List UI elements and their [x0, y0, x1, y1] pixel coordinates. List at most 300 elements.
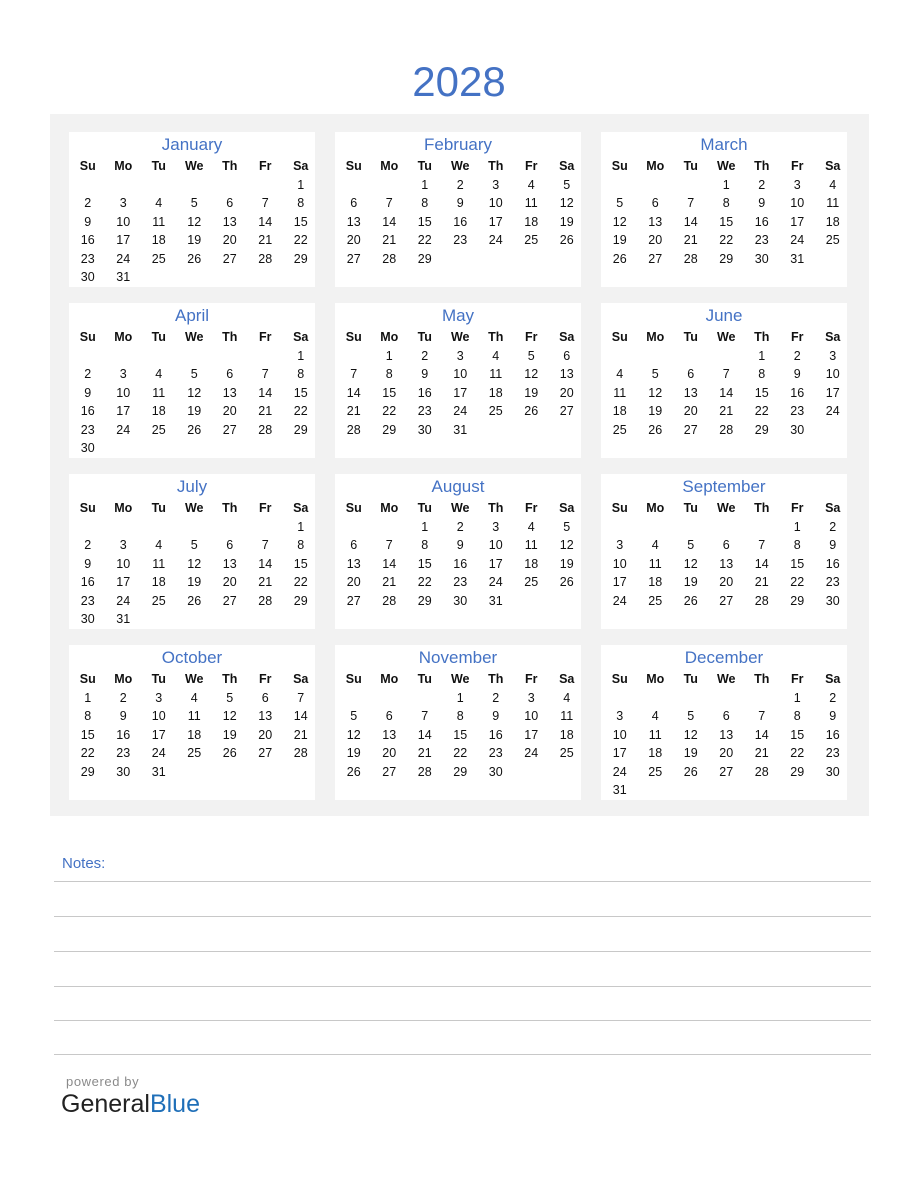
- day-cell: 23: [790, 404, 805, 419]
- day-cell: 14: [683, 214, 698, 229]
- day-cell: 10: [488, 538, 503, 553]
- day-cell: 11: [152, 556, 166, 571]
- day-cell: 12: [187, 214, 202, 229]
- day-cell: 16: [825, 556, 840, 571]
- day-cell: 5: [616, 196, 624, 211]
- weekday-header: Fr: [259, 330, 272, 344]
- day-cell: 14: [719, 385, 734, 400]
- weekday-header: Mo: [646, 330, 665, 344]
- day-cell: 31: [151, 764, 166, 779]
- day-cell: 12: [346, 727, 361, 742]
- day-cell: 9: [119, 709, 127, 724]
- day-cell: 31: [612, 783, 627, 797]
- weekday-header: Su: [79, 501, 96, 515]
- day-cell: 14: [754, 727, 769, 742]
- weekday-header: Sa: [559, 501, 575, 515]
- day-cell: 8: [385, 367, 393, 382]
- day-cell: 22: [417, 575, 432, 590]
- weekday-header: Sa: [825, 159, 841, 173]
- weekday-header: Fr: [525, 330, 538, 344]
- weekday-header: Th: [222, 501, 238, 515]
- weekday-header: Tu: [417, 159, 432, 173]
- weekday-header: Tu: [683, 501, 698, 515]
- day-cell: 16: [80, 575, 95, 590]
- day-cell: 28: [258, 593, 273, 608]
- day-cell: 14: [754, 556, 769, 571]
- month-name: April: [174, 306, 209, 325]
- day-cell: 8: [297, 367, 305, 382]
- month-december: [601, 645, 847, 800]
- day-cell: 20: [258, 727, 273, 742]
- day-cell: 10: [116, 385, 131, 400]
- weekday-header: We: [716, 501, 736, 515]
- month-may: [335, 303, 581, 458]
- day-cell: 1: [297, 178, 305, 192]
- day-cell: 23: [80, 422, 95, 437]
- day-cell: 25: [151, 251, 166, 266]
- day-cell: 30: [417, 422, 432, 437]
- month-august: [335, 474, 581, 629]
- weekday-header: Sa: [293, 501, 309, 515]
- day-cell: 26: [187, 251, 202, 266]
- weekday-header: We: [184, 501, 204, 515]
- day-cell: 21: [258, 404, 273, 419]
- day-cell: 30: [453, 593, 468, 608]
- weekday-header: Sa: [293, 159, 309, 173]
- weekday-header: Th: [222, 330, 238, 344]
- day-cell: 16: [790, 385, 805, 400]
- day-cell: 13: [559, 367, 574, 382]
- day-cell: 2: [758, 178, 766, 192]
- day-cell: 14: [258, 385, 273, 400]
- day-cell: 19: [346, 746, 361, 761]
- weekday-header: Sa: [293, 330, 309, 344]
- day-cell: 7: [687, 196, 695, 211]
- day-cell: 8: [793, 538, 801, 553]
- year-title: 2028: [412, 58, 506, 105]
- weekday-header: Mo: [114, 159, 133, 173]
- day-cell: 19: [612, 233, 627, 248]
- month-name: September: [682, 477, 766, 496]
- weekday-header: Th: [754, 501, 770, 515]
- day-cell: 21: [346, 404, 361, 419]
- day-cell: 4: [527, 520, 535, 534]
- day-cell: 13: [222, 556, 237, 571]
- day-cell: 16: [488, 727, 503, 742]
- day-cell: 6: [226, 538, 234, 553]
- day-cell: 30: [825, 593, 840, 608]
- day-cell: 9: [84, 385, 92, 400]
- day-cell: 17: [488, 214, 503, 229]
- day-cell: 1: [385, 349, 393, 363]
- weekday-header: Sa: [559, 672, 575, 686]
- weekday-header: Sa: [825, 501, 841, 515]
- day-cell: 4: [155, 196, 163, 211]
- day-cell: 23: [453, 233, 468, 248]
- day-cell: 25: [648, 593, 663, 608]
- day-cell: 18: [151, 404, 166, 419]
- weekday-header: Su: [79, 330, 96, 344]
- day-cell: 21: [754, 746, 769, 761]
- day-cell: 19: [524, 385, 539, 400]
- weekday-header: Tu: [683, 330, 698, 344]
- day-cell: 20: [222, 575, 237, 590]
- day-cell: 23: [80, 251, 95, 266]
- day-cell: 9: [84, 214, 92, 229]
- day-cell: 22: [293, 233, 308, 248]
- day-cell: 12: [524, 367, 539, 382]
- day-cell: 6: [350, 196, 358, 211]
- day-cell: 13: [719, 727, 734, 742]
- weekday-header: Th: [488, 501, 504, 515]
- day-cell: 8: [84, 709, 92, 724]
- day-cell: 26: [187, 422, 202, 437]
- day-cell: 2: [456, 178, 464, 192]
- weekday-header: Tu: [417, 501, 432, 515]
- day-cell: 8: [297, 196, 305, 211]
- weekday-header: Th: [488, 159, 504, 173]
- day-cell: 28: [293, 746, 308, 761]
- day-cell: 29: [790, 593, 805, 608]
- day-cell: 20: [222, 404, 237, 419]
- day-cell: 12: [222, 709, 237, 724]
- day-cell: 10: [116, 556, 131, 571]
- day-cell: 10: [825, 367, 840, 382]
- weekday-header: Tu: [151, 672, 166, 686]
- day-cell: 13: [683, 385, 698, 400]
- day-cell: 13: [382, 727, 397, 742]
- powered-by-text: powered by: [66, 1074, 140, 1089]
- day-cell: 3: [456, 349, 464, 363]
- day-cell: 3: [492, 520, 500, 534]
- day-cell: 22: [417, 233, 432, 248]
- day-cell: 18: [612, 404, 627, 419]
- day-cell: 26: [559, 575, 574, 590]
- day-cell: 8: [793, 709, 801, 724]
- month-april: [69, 303, 315, 458]
- month-name: October: [161, 648, 223, 667]
- weekday-header: Tu: [417, 672, 432, 686]
- day-cell: 2: [84, 196, 92, 211]
- weekday-header: Mo: [114, 330, 133, 344]
- weekday-header: Mo: [114, 501, 133, 515]
- weekday-header: We: [716, 672, 736, 686]
- day-cell: 29: [293, 251, 308, 266]
- month-march: [601, 132, 847, 287]
- day-cell: 12: [559, 538, 574, 553]
- day-cell: 31: [116, 612, 131, 626]
- day-cell: 4: [563, 691, 571, 705]
- day-cell: 28: [382, 251, 397, 266]
- day-cell: 6: [350, 538, 358, 553]
- day-cell: 29: [790, 764, 805, 779]
- day-cell: 27: [719, 593, 734, 608]
- day-cell: 10: [151, 709, 166, 724]
- day-cell: 5: [563, 178, 571, 192]
- day-cell: 25: [488, 404, 503, 419]
- day-cell: 23: [116, 746, 131, 761]
- day-cell: 25: [151, 422, 166, 437]
- day-cell: 6: [261, 691, 269, 705]
- day-cell: 15: [719, 214, 734, 229]
- day-cell: 24: [790, 233, 805, 248]
- day-cell: 12: [187, 556, 202, 571]
- day-cell: 1: [758, 349, 766, 363]
- day-cell: 2: [84, 367, 92, 382]
- day-cell: 27: [346, 251, 361, 266]
- day-cell: 23: [417, 404, 432, 419]
- day-cell: 3: [793, 178, 801, 192]
- day-cell: 19: [559, 556, 574, 571]
- day-cell: 18: [187, 727, 202, 742]
- weekday-header: Su: [611, 501, 628, 515]
- day-cell: 14: [382, 214, 397, 229]
- day-cell: 7: [722, 367, 730, 382]
- day-cell: 24: [488, 575, 503, 590]
- weekday-header: Mo: [380, 501, 399, 515]
- day-cell: 24: [612, 593, 627, 608]
- month-name: July: [176, 477, 208, 496]
- day-cell: 4: [651, 709, 659, 724]
- day-cell: 6: [651, 196, 659, 211]
- day-cell: 22: [382, 404, 397, 419]
- day-cell: 28: [346, 422, 361, 437]
- day-cell: 27: [258, 746, 273, 761]
- day-cell: 26: [683, 764, 698, 779]
- day-cell: 4: [155, 367, 163, 382]
- day-cell: 14: [258, 556, 273, 571]
- day-cell: 11: [152, 214, 166, 229]
- day-cell: 30: [80, 441, 95, 455]
- day-cell: 1: [456, 691, 464, 705]
- day-cell: 26: [612, 251, 627, 266]
- day-cell: 7: [261, 196, 269, 211]
- day-cell: 14: [258, 214, 273, 229]
- month-february: [335, 132, 581, 287]
- day-cell: 3: [616, 538, 624, 553]
- day-cell: 2: [829, 691, 837, 705]
- note-line: [54, 881, 871, 882]
- day-cell: 9: [492, 709, 500, 724]
- weekday-header: Su: [611, 672, 628, 686]
- day-cell: 31: [488, 593, 503, 608]
- day-cell: 10: [116, 214, 131, 229]
- day-cell: 15: [293, 385, 308, 400]
- day-cell: 28: [382, 593, 397, 608]
- day-cell: 22: [453, 746, 468, 761]
- day-cell: 10: [453, 367, 468, 382]
- day-cell: 16: [417, 385, 432, 400]
- day-cell: 9: [758, 196, 766, 211]
- month-september: [601, 474, 847, 629]
- day-cell: 24: [488, 233, 503, 248]
- day-cell: 11: [648, 556, 662, 571]
- day-cell: 14: [346, 385, 361, 400]
- note-line: [54, 916, 871, 917]
- day-cell: 27: [222, 593, 237, 608]
- weekday-header: Tu: [151, 501, 166, 515]
- note-line: [54, 951, 871, 952]
- day-cell: 29: [417, 593, 432, 608]
- day-cell: 5: [527, 349, 535, 363]
- day-cell: 9: [456, 538, 464, 553]
- day-cell: 15: [417, 214, 432, 229]
- day-cell: 19: [683, 746, 698, 761]
- day-cell: 8: [421, 196, 429, 211]
- weekday-header: Fr: [525, 501, 538, 515]
- day-cell: 29: [754, 422, 769, 437]
- weekday-header: We: [184, 159, 204, 173]
- weekday-header: Th: [754, 672, 770, 686]
- day-cell: 7: [421, 709, 429, 724]
- day-cell: 15: [453, 727, 468, 742]
- day-cell: 24: [116, 251, 131, 266]
- weekday-header: Su: [345, 501, 362, 515]
- day-cell: 22: [80, 746, 95, 761]
- day-cell: 8: [758, 367, 766, 382]
- day-cell: 12: [683, 556, 698, 571]
- day-cell: 18: [151, 575, 166, 590]
- day-cell: 17: [612, 575, 627, 590]
- weekday-header: Mo: [646, 672, 665, 686]
- day-cell: 16: [754, 214, 769, 229]
- day-cell: 12: [187, 385, 202, 400]
- weekday-header: Mo: [646, 159, 665, 173]
- day-cell: 19: [222, 727, 237, 742]
- day-cell: 4: [527, 178, 535, 192]
- day-cell: 27: [222, 422, 237, 437]
- day-cell: 25: [151, 593, 166, 608]
- day-cell: 7: [758, 709, 766, 724]
- day-cell: 18: [648, 575, 663, 590]
- day-cell: 6: [226, 196, 234, 211]
- day-cell: 8: [421, 538, 429, 553]
- weekday-header: We: [716, 159, 736, 173]
- day-cell: 19: [559, 214, 574, 229]
- day-cell: 19: [187, 233, 202, 248]
- day-cell: 25: [825, 233, 840, 248]
- day-cell: 17: [116, 404, 131, 419]
- weekday-header: We: [450, 501, 470, 515]
- weekday-header: Tu: [683, 672, 698, 686]
- day-cell: 7: [385, 196, 393, 211]
- day-cell: 23: [488, 746, 503, 761]
- day-cell: 14: [293, 709, 308, 724]
- day-cell: 9: [793, 367, 801, 382]
- day-cell: 16: [453, 556, 468, 571]
- day-cell: 23: [825, 575, 840, 590]
- day-cell: 15: [382, 385, 397, 400]
- weekday-header: Fr: [259, 501, 272, 515]
- weekday-header: Tu: [417, 330, 432, 344]
- day-cell: 1: [421, 178, 429, 192]
- month-name: May: [441, 306, 475, 325]
- day-cell: 23: [453, 575, 468, 590]
- day-cell: 9: [84, 556, 92, 571]
- day-cell: 11: [187, 709, 201, 724]
- weekday-header: Th: [488, 330, 504, 344]
- day-cell: 30: [80, 612, 95, 626]
- day-cell: 11: [826, 196, 840, 211]
- day-cell: 3: [119, 538, 127, 553]
- day-cell: 17: [116, 575, 131, 590]
- note-line: [54, 1054, 871, 1055]
- day-cell: 23: [754, 233, 769, 248]
- day-cell: 1: [793, 520, 801, 534]
- notes-label: Notes:: [62, 855, 106, 872]
- day-cell: 20: [222, 233, 237, 248]
- day-cell: 4: [651, 538, 659, 553]
- weekday-header: Mo: [646, 501, 665, 515]
- day-cell: 23: [80, 593, 95, 608]
- day-cell: 5: [190, 538, 198, 553]
- day-cell: 21: [258, 233, 273, 248]
- weekday-header: Fr: [791, 672, 804, 686]
- weekday-header: Tu: [151, 330, 166, 344]
- day-cell: 13: [258, 709, 273, 724]
- day-cell: 11: [524, 196, 538, 211]
- month-name: June: [705, 306, 743, 325]
- weekday-header: We: [450, 672, 470, 686]
- weekday-header: Th: [222, 672, 238, 686]
- day-cell: 26: [222, 746, 237, 761]
- day-cell: 2: [84, 538, 92, 553]
- weekday-header: Fr: [525, 159, 538, 173]
- day-cell: 3: [492, 178, 500, 192]
- day-cell: 26: [683, 593, 698, 608]
- day-cell: 18: [524, 556, 539, 571]
- weekday-header: Su: [611, 330, 628, 344]
- day-cell: 23: [825, 746, 840, 761]
- day-cell: 1: [297, 349, 305, 363]
- day-cell: 1: [84, 691, 92, 705]
- day-cell: 17: [524, 727, 539, 742]
- month-june: [601, 303, 847, 458]
- day-cell: 3: [119, 367, 127, 382]
- day-cell: 9: [421, 367, 429, 382]
- day-cell: 22: [293, 575, 308, 590]
- day-cell: 22: [790, 746, 805, 761]
- day-cell: 31: [116, 270, 131, 284]
- day-cell: 25: [559, 746, 574, 761]
- month-name: March: [700, 135, 748, 154]
- day-cell: 31: [453, 422, 468, 437]
- weekday-header: We: [450, 330, 470, 344]
- day-cell: 20: [719, 575, 734, 590]
- weekday-header: Mo: [380, 159, 399, 173]
- day-cell: 1: [722, 178, 730, 192]
- weekday-header: Fr: [791, 501, 804, 515]
- weekday-header: Fr: [791, 330, 804, 344]
- day-cell: 16: [116, 727, 131, 742]
- day-cell: 27: [683, 422, 698, 437]
- calendar-panel: [50, 114, 869, 816]
- day-cell: 24: [825, 404, 840, 419]
- day-cell: 20: [346, 233, 361, 248]
- day-cell: 29: [293, 593, 308, 608]
- day-cell: 18: [488, 385, 503, 400]
- weekday-header: Su: [345, 159, 362, 173]
- day-cell: 13: [346, 214, 361, 229]
- day-cell: 2: [456, 520, 464, 534]
- weekday-header: Sa: [559, 159, 575, 173]
- day-cell: 29: [719, 251, 734, 266]
- day-cell: 20: [346, 575, 361, 590]
- day-cell: 1: [297, 520, 305, 534]
- day-cell: 6: [722, 538, 730, 553]
- day-cell: 14: [417, 727, 432, 742]
- day-cell: 13: [648, 214, 663, 229]
